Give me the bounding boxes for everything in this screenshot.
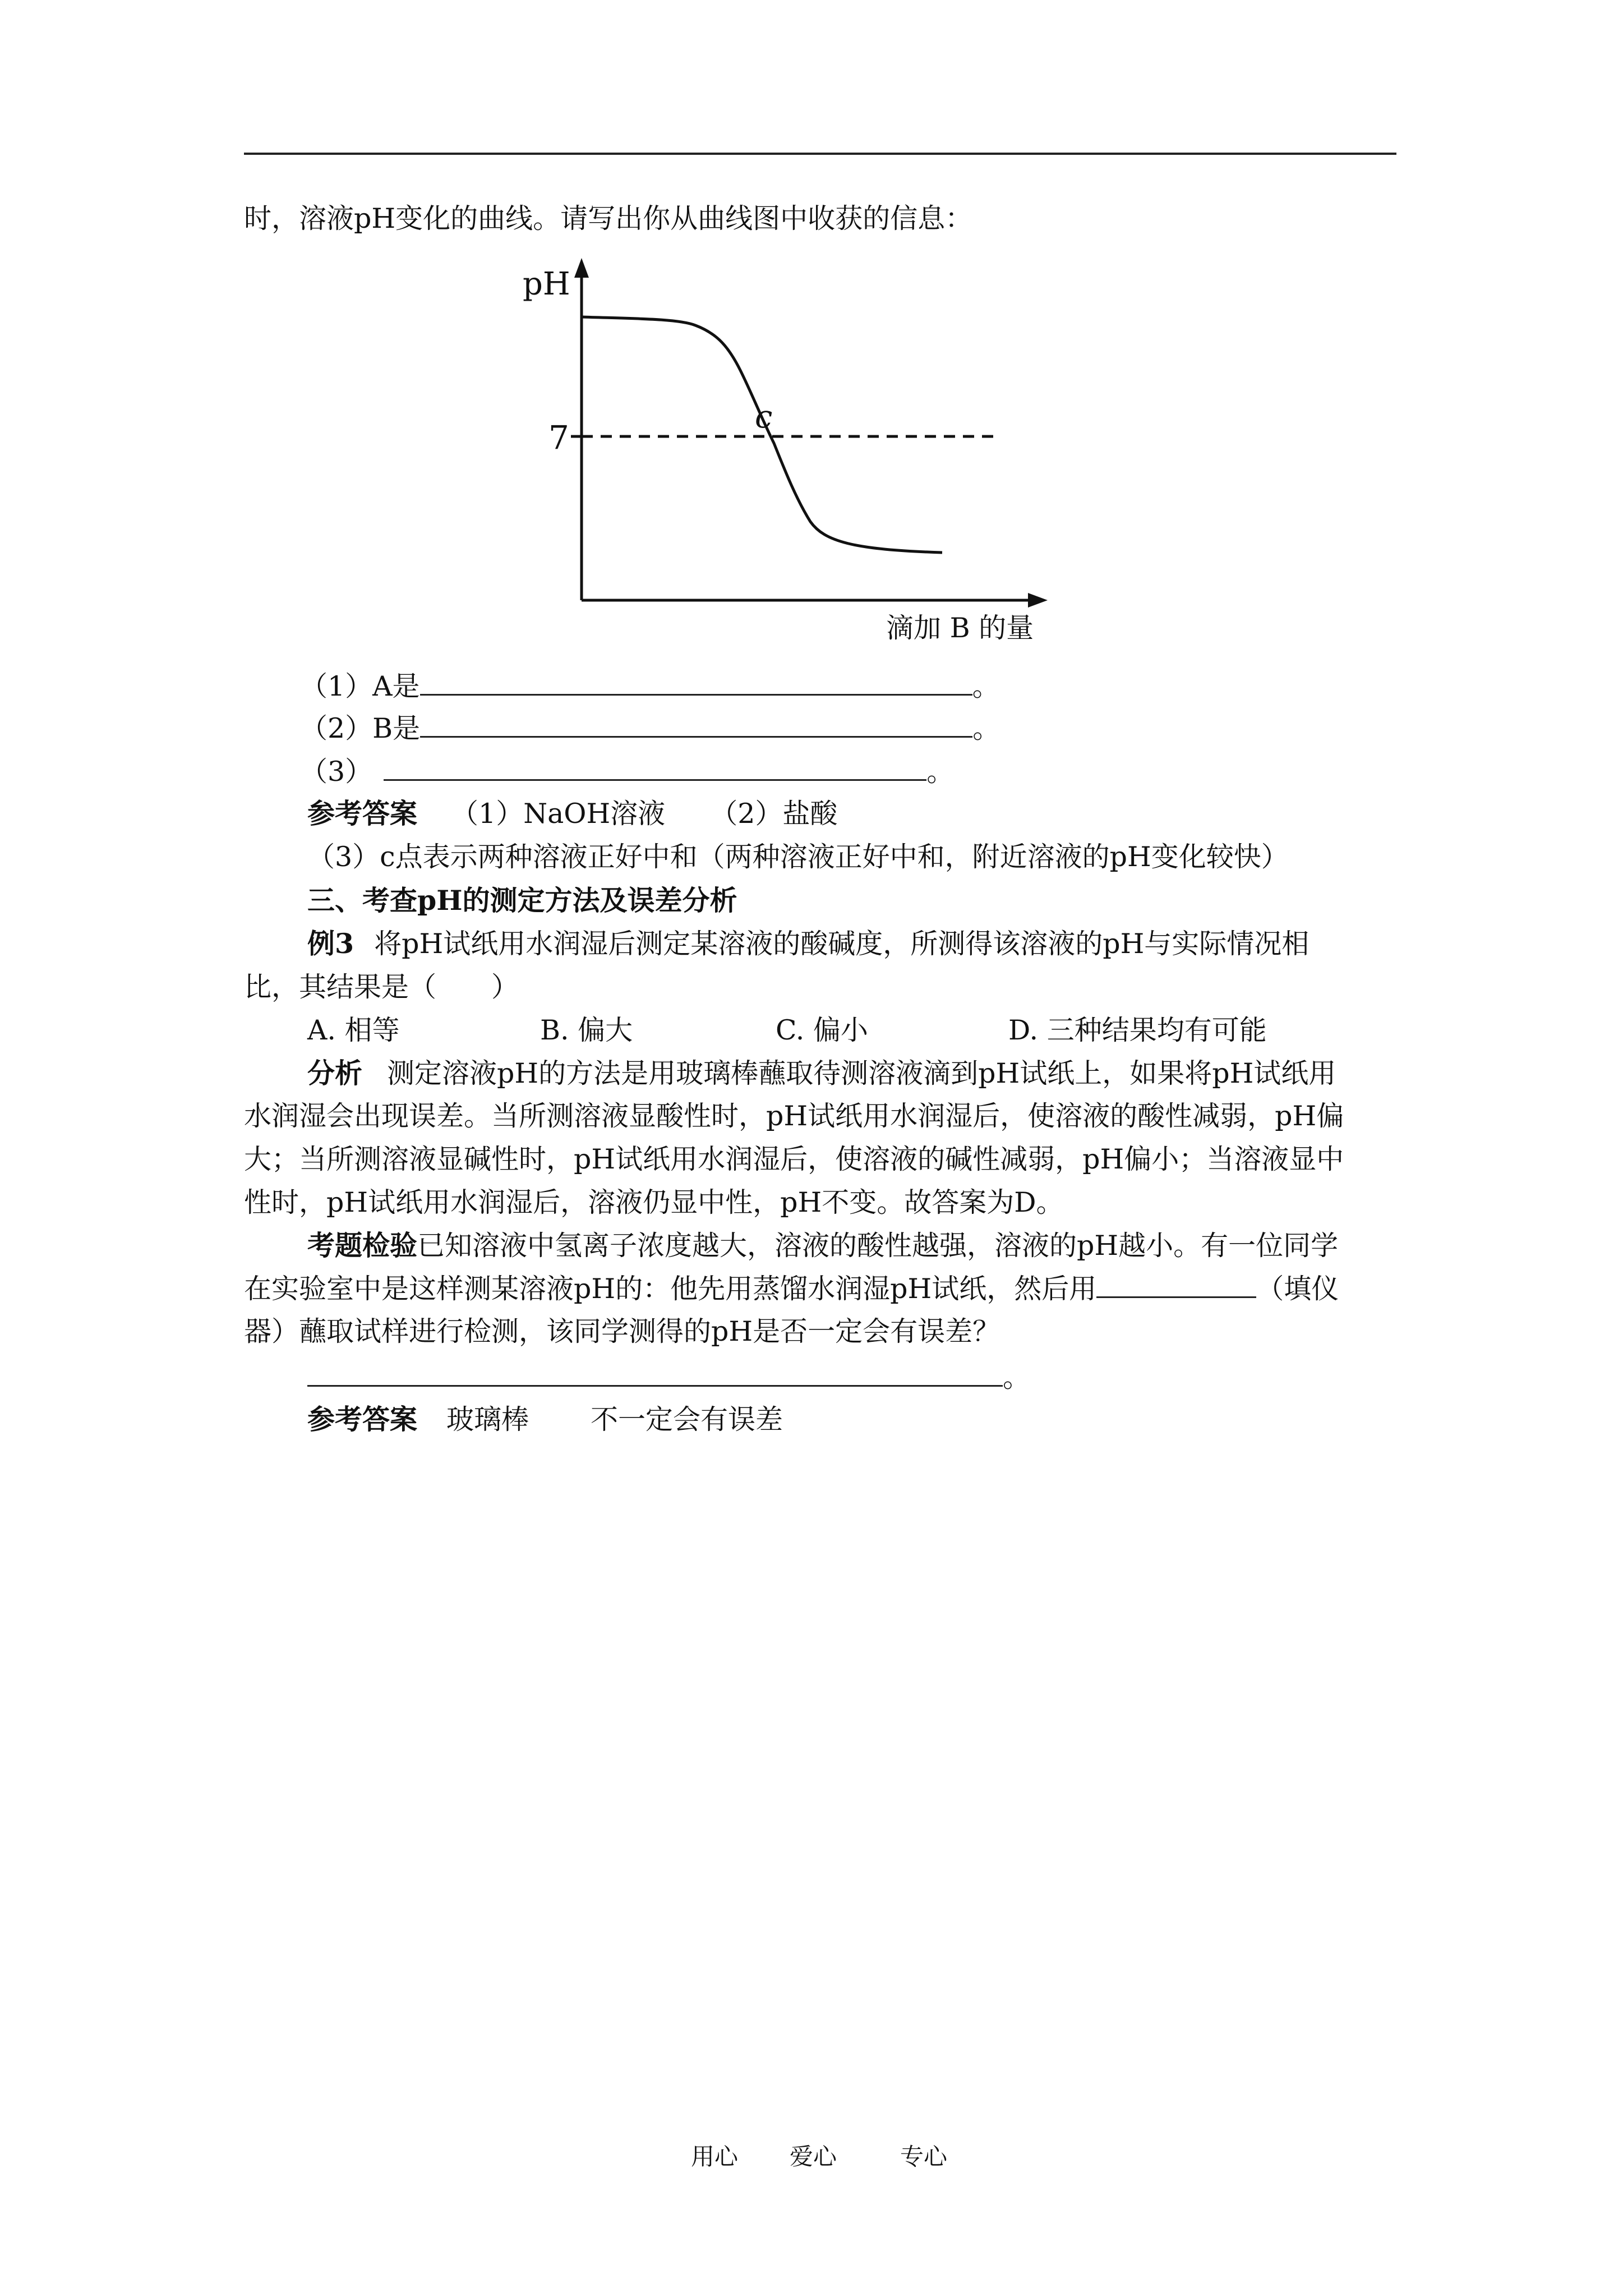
exam-check-label: 考题检验 xyxy=(307,1229,418,1262)
exam-check-text-1: 已知溶液中氢离子浓度越大，溶液的酸性越强，溶液的pH越小。有一位同学 xyxy=(417,1230,1339,1262)
answer-2-label: 参考答案 xyxy=(307,1403,418,1435)
question-2 xyxy=(300,711,1000,746)
x-axis-label: 滴加 B 的量 xyxy=(886,612,1034,644)
question-2-blank[interactable] xyxy=(420,711,972,738)
answer-1-item-2: （2）盐酸 xyxy=(710,798,838,830)
exam-check-text-2: 在实验室中是这样测某溶液pH的：他先用蒸馏水润湿pH试纸，然后用 xyxy=(244,1273,1097,1305)
y-axis-arrow-icon xyxy=(574,258,589,278)
analysis-line-1 xyxy=(307,1056,1336,1091)
exam-check-line-3: 器）蘸取试样进行检测，该同学测得的pH是否一定会有误差？ xyxy=(244,1315,1000,1347)
analysis-line-2: 水润湿会出现误差。当所测溶液显酸性时，pH试纸用水润湿后，使溶液的酸性减弱，pH偏 xyxy=(244,1100,1344,1132)
answer-2-item-2: 不一定会有误差 xyxy=(591,1404,783,1435)
option-b: B. 偏大 xyxy=(540,1014,633,1046)
example-3-line-1 xyxy=(307,927,1309,961)
analysis-text-1: 测定溶液pH的方法是用玻璃棒蘸取待测溶液滴到pH试纸上，如果将pH试纸用 xyxy=(387,1057,1336,1089)
answer-1-line-2: （3）c点表示两种溶液正好中和（两种溶液正好中和，附近溶液的pH变化较快） xyxy=(307,841,1289,873)
answer-1-line-1 xyxy=(307,797,837,831)
exam-check-line-2 xyxy=(244,1272,1339,1306)
ph-curve-figure xyxy=(505,252,1066,656)
example-3-line-2: 比，其结果是（ ） xyxy=(244,971,519,1003)
question-2-suffix: 。 xyxy=(972,712,1000,744)
analysis-line-3: 大；当所测溶液显碱性时，pH试纸用水润湿后，使溶液的碱性减弱，pH偏小；当溶液显中 xyxy=(244,1143,1344,1175)
answer-2-item-1: 玻璃棒 xyxy=(446,1404,529,1435)
question-3-blank[interactable] xyxy=(384,754,926,781)
exam-check-line-1 xyxy=(307,1228,1338,1263)
question-3 xyxy=(300,754,954,789)
point-c-label: c xyxy=(755,399,773,435)
example-3-text-1: 将pH试纸用水润湿后测定某溶液的酸碱度，所测得该溶液的pH与实际情况相 xyxy=(374,928,1310,960)
x-axis-arrow-icon xyxy=(1028,593,1048,608)
instrument-blank[interactable] xyxy=(1096,1272,1256,1298)
answer-1-label: 参考答案 xyxy=(307,797,418,830)
question-3-suffix: 。 xyxy=(926,756,955,788)
answer-2-line xyxy=(307,1402,783,1437)
option-d: D. 三种结果均有可能 xyxy=(1008,1014,1267,1046)
question-3-prefix: （3） xyxy=(300,756,373,788)
footer-word-2: 爱心 xyxy=(790,2143,837,2170)
y-axis-label: pH xyxy=(523,266,570,302)
options-row xyxy=(307,1014,1317,1047)
ph-7-label: 7 xyxy=(548,418,569,457)
exam-check-text-2-suffix: （填仪 xyxy=(1256,1273,1339,1305)
option-c: C. 偏小 xyxy=(776,1014,868,1046)
header-rule xyxy=(244,153,1396,155)
intro-text: 时，溶液pH变化的曲线。请写出你从曲线图中收获的信息： xyxy=(244,203,973,234)
analysis-label: 分析 xyxy=(307,1057,363,1089)
footer-word-1: 用心 xyxy=(691,2143,739,2170)
exam-check-blank[interactable] xyxy=(307,1360,1003,1387)
example-3-label: 例3 xyxy=(307,927,354,960)
analysis-line-4: 性时，pH试纸用水润湿后，溶液仍显中性，pH不变。故答案为D。 xyxy=(244,1186,1064,1218)
question-2-prefix: （2）B是 xyxy=(300,712,421,744)
question-1-blank[interactable] xyxy=(420,669,972,696)
exam-check-answer-line xyxy=(307,1360,1030,1395)
question-1-suffix: 。 xyxy=(972,670,1000,702)
exam-check-blank-suffix: 。 xyxy=(1003,1361,1031,1393)
option-a: A. 相等 xyxy=(307,1014,400,1046)
ph-curve-chart xyxy=(505,252,1066,656)
question-1 xyxy=(300,669,1000,703)
section-3-title: 三、考查pH的测定方法及误差分析 xyxy=(307,884,737,917)
footer-word-3: 专心 xyxy=(900,2143,948,2170)
question-1-prefix: （1）A是 xyxy=(300,670,420,702)
answer-1-item-1: （1）NaOH溶液 xyxy=(451,798,666,830)
